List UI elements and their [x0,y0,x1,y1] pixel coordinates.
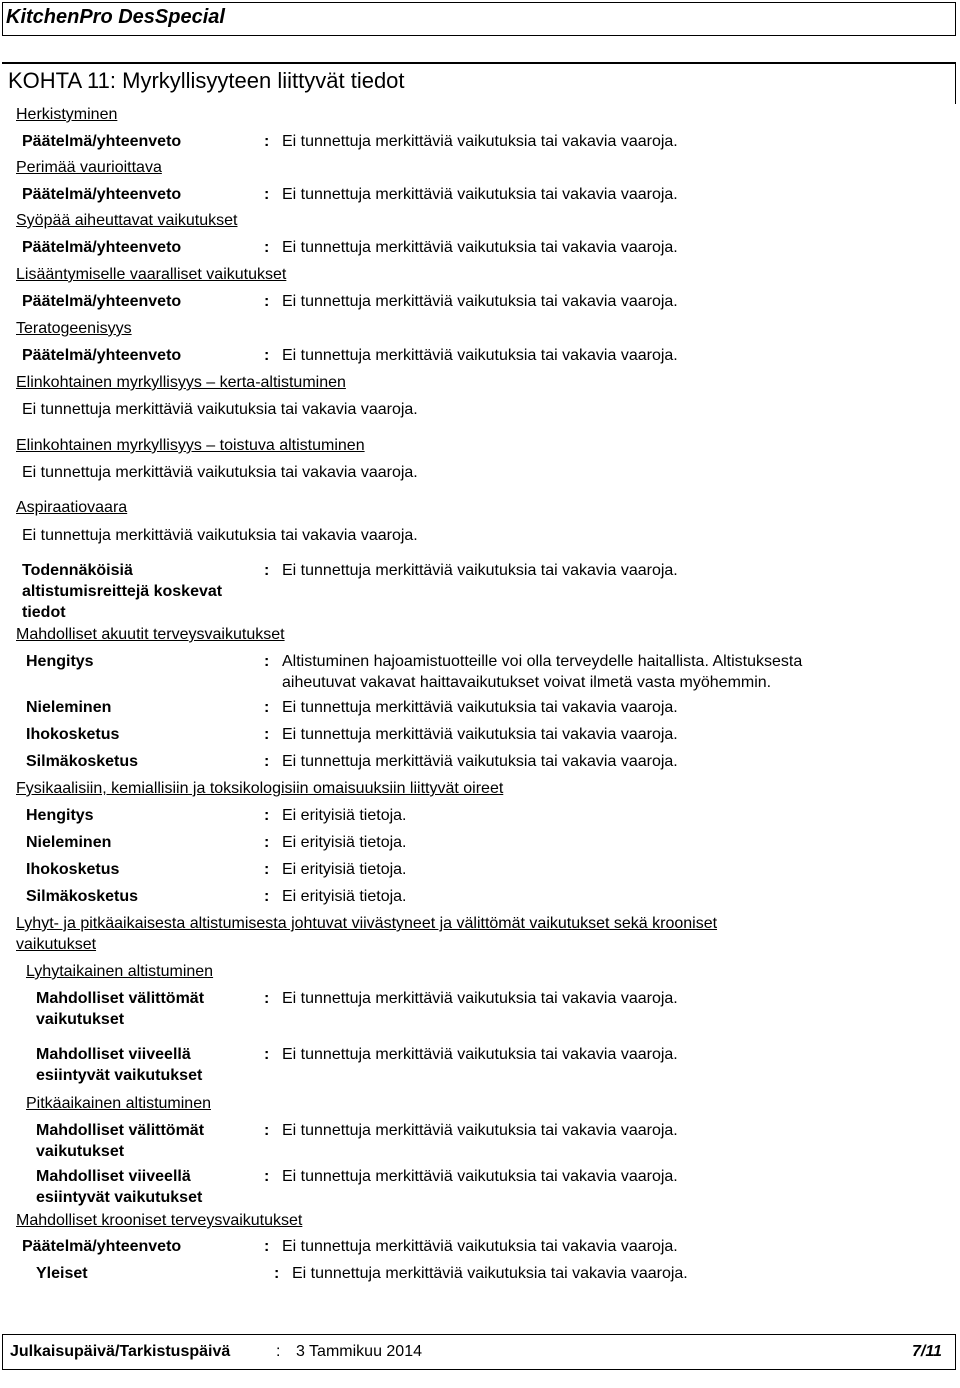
colon: : [264,239,270,256]
colon: : [264,1122,270,1139]
heading-symptoms: Fysikaalisiin, kemiallisiin ja toksikologisiin omaisuuksiin liittyvät oireet [16,780,504,797]
colon: : [264,186,270,203]
value-inhalation-symptoms: Ei erityisiä tietoja. [282,807,407,824]
label-likely-routes-3: tiedot [22,604,66,621]
heading-delayed-immediate-2: vaikutukset [16,936,97,953]
label-conclusion: Päätelmä/yhteenveto [22,347,182,364]
footer-date-label: Julkaisupäivä/Tarkistuspäivä [10,1343,231,1360]
label-immediate-1: Mahdolliset välittömät [36,1122,205,1139]
value-teratogenicity: Ei tunnettuja merkittäviä vaikutuksia tai vakavia vaaroja. [282,347,678,364]
label-delayed-1: Mahdolliset viiveellä [36,1168,191,1185]
product-name: KitchenPro DesSpecial [6,6,225,28]
heading-reproductive: Lisääntymiselle vaaralliset vaikutukset [16,266,287,283]
value-sensitization: Ei tunnettuja merkittäviä vaikutuksia tai vakavia vaaroja. [282,133,678,150]
value-stot-single: Ei tunnettuja merkittäviä vaikutuksia tai vakavia vaaroja. [22,401,418,418]
section-title: KOHTA 11: Myrkyllisyyteen liittyvät tiedot [8,68,405,93]
label-inhalation: Hengitys [26,807,94,824]
value-short-delayed: Ei tunnettuja merkittäviä vaikutuksia tai vakavia vaaroja. [282,1046,678,1063]
heading-chronic: Mahdolliset krooniset terveysvaikutukset [16,1212,303,1229]
value-ingestion-acute: Ei tunnettuja merkittäviä vaikutuksia tai vakavia vaaroja. [282,699,678,716]
colon: : [264,562,270,579]
value-carcinogenicity: Ei tunnettuja merkittäviä vaikutuksia tai vakavia vaaroja. [282,239,678,256]
colon: : [264,726,270,743]
heading-carcinogenicity: Syöpää aiheuttavat vaikutukset [16,212,238,229]
label-likely-routes-1: Todennäköisiä [22,562,133,579]
footer-colon: : [276,1343,281,1360]
heading-teratogenicity: Teratogeenisyys [16,320,132,337]
heading-aspiration: Aspiraatiovaara [16,499,128,516]
label-general: Yleiset [36,1265,88,1282]
label-delayed-2: esiintyvät vaikutukset [36,1189,203,1206]
value-long-delayed: Ei tunnettuja merkittäviä vaikutuksia tai vakavia vaaroja. [282,1168,678,1185]
colon: : [264,990,270,1007]
colon: : [274,1265,280,1282]
heading-long-term: Pitkäaikainen altistuminen [26,1095,211,1112]
label-conclusion: Päätelmä/yhteenveto [22,1238,182,1255]
heading-stot-repeated: Elinkohtainen myrkyllisyys – toistuva altistuminen [16,437,365,454]
label-conclusion: Päätelmä/yhteenveto [22,186,182,203]
colon: : [264,834,270,851]
label-delayed-1: Mahdolliset viiveellä [36,1046,191,1063]
label-immediate-2: vaikutukset [36,1011,125,1028]
label-inhalation: Hengitys [26,653,94,670]
heading-sensitization: Herkistyminen [16,106,118,123]
label-immediate-2: vaikutukset [36,1143,125,1160]
label-skin: Ihokosketus [26,861,120,878]
label-conclusion: Päätelmä/yhteenveto [22,133,182,150]
footer-date: 3 Tammikuu 2014 [296,1343,422,1360]
colon: : [264,653,270,670]
value-general: Ei tunnettuja merkittäviä vaikutuksia tai vakavia vaaroja. [292,1265,688,1282]
heading-stot-single: Elinkohtainen myrkyllisyys – kerta-altistuminen [16,374,346,391]
value-chronic-conclusion: Ei tunnettuja merkittäviä vaikutuksia tai vakavia vaaroja. [282,1238,678,1255]
colon: : [264,807,270,824]
value-stot-repeated: Ei tunnettuja merkittäviä vaikutuksia tai vakavia vaaroja. [22,464,418,481]
value-skin-acute: Ei tunnettuja merkittäviä vaikutuksia tai vakavia vaaroja. [282,726,678,743]
colon: : [264,753,270,770]
label-skin: Ihokosketus [26,726,120,743]
colon: : [264,347,270,364]
heading-short-term: Lyhytaikainen altistuminen [26,963,214,980]
label-eye: Silmäkosketus [26,753,139,770]
colon: : [264,1168,270,1185]
label-conclusion: Päätelmä/yhteenveto [22,293,182,310]
value-eye-symptoms: Ei erityisiä tietoja. [282,888,407,905]
value-long-immediate: Ei tunnettuja merkittäviä vaikutuksia tai vakavia vaaroja. [282,1122,678,1139]
colon: : [264,699,270,716]
heading-acute-effects: Mahdolliset akuutit terveysvaikutukset [16,626,285,643]
heading-mutagenicity: Perimää vaurioittava [16,159,162,176]
value-mutagenicity: Ei tunnettuja merkittäviä vaikutuksia tai vakavia vaaroja. [282,186,678,203]
label-likely-routes-2: altistumisreittejä koskevat [22,583,223,600]
value-eye-acute: Ei tunnettuja merkittäviä vaikutuksia tai vakavia vaaroja. [282,753,678,770]
colon: : [264,888,270,905]
heading-delayed-immediate-1: Lyhyt- ja pitkäaikaisesta altistumisesta johtuvat viivästyneet ja välittömät vaikutukset sekä krooniset [16,915,718,932]
colon: : [264,861,270,878]
value-likely-routes: Ei tunnettuja merkittäviä vaikutuksia tai vakavia vaaroja. [282,562,678,579]
label-delayed-2: esiintyvät vaikutukset [36,1067,203,1084]
label-immediate-1: Mahdolliset välittömät [36,990,205,1007]
label-ingestion: Nieleminen [26,834,112,851]
value-ingestion-symptoms: Ei erityisiä tietoja. [282,834,407,851]
value-inhalation-acute-1: Altistuminen hajoamistuotteille voi olla terveydelle haitallista. Altistuksesta [282,653,803,670]
value-skin-symptoms: Ei erityisiä tietoja. [282,861,407,878]
value-aspiration: Ei tunnettuja merkittäviä vaikutuksia tai vakavia vaaroja. [22,527,418,544]
label-eye: Silmäkosketus [26,888,139,905]
colon: : [264,133,270,150]
label-conclusion: Päätelmä/yhteenveto [22,239,182,256]
colon: : [264,293,270,310]
colon: : [264,1238,270,1255]
value-reproductive: Ei tunnettuja merkittäviä vaikutuksia tai vakavia vaaroja. [282,293,678,310]
colon: : [264,1046,270,1063]
label-ingestion: Nieleminen [26,699,112,716]
page-number: 7/11 [912,1343,942,1360]
value-short-immediate: Ei tunnettuja merkittäviä vaikutuksia tai vakavia vaaroja. [282,990,678,1007]
value-inhalation-acute-2: aiheutuvat vakavat haittavaikutukset voivat ilmetä vasta myöhemmin. [282,674,772,691]
